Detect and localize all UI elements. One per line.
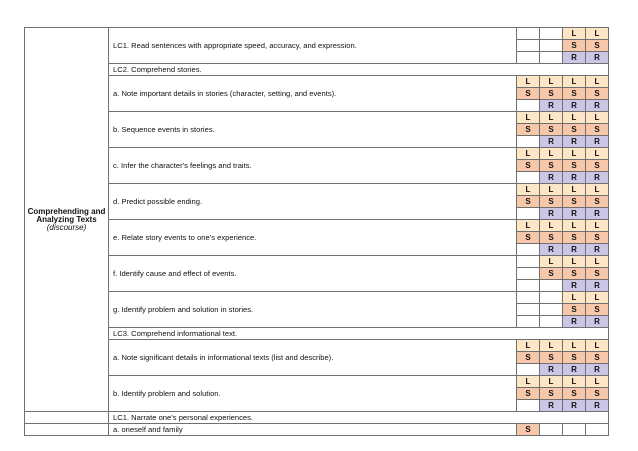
marker-l: L — [586, 28, 609, 40]
marker-empty — [517, 268, 540, 280]
marker-s: S — [540, 160, 563, 172]
marker-l: L — [517, 340, 540, 352]
marker-r: R — [586, 136, 609, 148]
marker-r: R — [563, 364, 586, 376]
marker-empty — [540, 292, 563, 304]
marker-r: R — [563, 316, 586, 328]
marker-l: L — [540, 376, 563, 388]
competency-row — [25, 28, 609, 40]
marker-r: R — [540, 172, 563, 184]
marker-empty — [540, 28, 563, 40]
marker-s: S — [586, 196, 609, 208]
marker-empty — [517, 244, 540, 256]
marker-r: R — [563, 52, 586, 64]
marker-r: R — [563, 100, 586, 112]
section-header-row — [25, 64, 609, 76]
competency-description: g. Identify problem and solution in stories. — [109, 292, 517, 328]
marker-r: R — [540, 244, 563, 256]
marker-empty — [517, 52, 540, 64]
marker-l: L — [563, 376, 586, 388]
competency-description: e. Relate story events to one’s experience. — [109, 220, 517, 256]
marker-empty — [517, 316, 540, 328]
marker-r: R — [563, 208, 586, 220]
marker-s: S — [517, 196, 540, 208]
marker-r: R — [586, 208, 609, 220]
marker-s: S — [563, 352, 586, 364]
competency-description: f. Identify cause and effect of events. — [109, 256, 517, 292]
competency-description: b. Identify problem and solution. — [109, 376, 517, 412]
marker-r: R — [586, 172, 609, 184]
marker-s: S — [586, 160, 609, 172]
marker-empty — [563, 424, 586, 436]
marker-l: L — [563, 76, 586, 88]
marker-r: R — [586, 400, 609, 412]
marker-empty — [517, 208, 540, 220]
marker-r: R — [586, 244, 609, 256]
marker-l: L — [586, 256, 609, 268]
topic-cell-empty — [25, 412, 109, 424]
marker-s: S — [517, 352, 540, 364]
marker-l: L — [586, 220, 609, 232]
marker-s: S — [517, 124, 540, 136]
marker-s: S — [517, 88, 540, 100]
marker-l: L — [517, 376, 540, 388]
marker-l: L — [517, 112, 540, 124]
marker-l: L — [517, 184, 540, 196]
marker-s: S — [586, 268, 609, 280]
marker-l: L — [540, 148, 563, 160]
marker-l: L — [563, 184, 586, 196]
marker-empty — [517, 364, 540, 376]
marker-empty — [517, 172, 540, 184]
marker-s: S — [540, 268, 563, 280]
marker-s: S — [586, 232, 609, 244]
section-header-row — [25, 328, 609, 340]
competency-description: a. Note important details in stories (character, setting, and events). — [109, 76, 517, 112]
section-header-row — [25, 412, 609, 424]
marker-l: L — [540, 112, 563, 124]
marker-s: S — [586, 40, 609, 52]
topic-subtitle: (discourse) — [46, 222, 87, 232]
marker-empty — [517, 400, 540, 412]
section-header: LC1. Narrate one’s personal experiences. — [109, 412, 609, 424]
marker-l: L — [540, 256, 563, 268]
marker-empty — [517, 304, 540, 316]
topic-cell-empty — [25, 424, 109, 436]
marker-r: R — [540, 364, 563, 376]
marker-r: R — [540, 136, 563, 148]
marker-r: R — [563, 244, 586, 256]
marker-l: L — [540, 184, 563, 196]
marker-s: S — [563, 232, 586, 244]
competency-row — [25, 112, 609, 124]
marker-r: R — [586, 280, 609, 292]
marker-empty — [517, 40, 540, 52]
competency-table — [24, 27, 609, 436]
marker-empty — [586, 424, 609, 436]
marker-l: L — [563, 148, 586, 160]
marker-l: L — [517, 148, 540, 160]
marker-s: S — [563, 304, 586, 316]
marker-empty — [517, 292, 540, 304]
marker-l: L — [540, 340, 563, 352]
marker-l: L — [586, 376, 609, 388]
marker-s: S — [563, 196, 586, 208]
marker-s: S — [586, 388, 609, 400]
topic-title: Comprehending and Analyzing Texts — [27, 206, 106, 224]
competency-row — [25, 184, 609, 196]
marker-l: L — [586, 340, 609, 352]
marker-l: L — [563, 28, 586, 40]
competency-description: d. Predict possible ending. — [109, 184, 517, 220]
marker-s: S — [563, 124, 586, 136]
marker-s: S — [540, 124, 563, 136]
marker-l: L — [563, 220, 586, 232]
marker-l: L — [563, 256, 586, 268]
marker-s: S — [586, 352, 609, 364]
competency-description: a. Note significant details in informational texts (list and describe). — [109, 340, 517, 376]
marker-empty — [540, 316, 563, 328]
marker-empty — [540, 424, 563, 436]
marker-empty — [540, 40, 563, 52]
marker-s: S — [517, 160, 540, 172]
marker-s: S — [586, 124, 609, 136]
marker-s: S — [517, 232, 540, 244]
marker-r: R — [563, 280, 586, 292]
marker-s: S — [563, 268, 586, 280]
marker-empty — [517, 136, 540, 148]
marker-s: S — [586, 304, 609, 316]
marker-r: R — [586, 52, 609, 64]
marker-l: L — [586, 112, 609, 124]
marker-r: R — [563, 136, 586, 148]
marker-r: R — [563, 172, 586, 184]
marker-l: L — [540, 220, 563, 232]
section-header: LC2. Comprehend stories. — [109, 64, 609, 76]
topic-cell — [25, 28, 109, 412]
competency-row — [25, 292, 609, 304]
competency-row — [25, 376, 609, 388]
marker-empty — [517, 256, 540, 268]
marker-s: S — [517, 388, 540, 400]
marker-s: S — [517, 424, 540, 436]
marker-r: R — [540, 400, 563, 412]
marker-s: S — [540, 88, 563, 100]
marker-l: L — [517, 76, 540, 88]
marker-s: S — [540, 232, 563, 244]
marker-empty — [540, 52, 563, 64]
marker-r: R — [563, 400, 586, 412]
marker-l: L — [563, 340, 586, 352]
marker-s: S — [540, 196, 563, 208]
competency-description: LC1. Read sentences with appropriate speed, accuracy, and expression. — [109, 28, 517, 64]
marker-l: L — [586, 292, 609, 304]
marker-s: S — [563, 40, 586, 52]
marker-empty — [517, 280, 540, 292]
marker-r: R — [540, 208, 563, 220]
marker-r: R — [586, 100, 609, 112]
marker-empty — [540, 280, 563, 292]
competency-row — [25, 76, 609, 88]
competency-row — [25, 424, 609, 436]
marker-s: S — [563, 88, 586, 100]
marker-s: S — [563, 160, 586, 172]
competency-description: c. Infer the character's feelings and traits. — [109, 148, 517, 184]
section-header: LC3. Comprehend informational text. — [109, 328, 609, 340]
competency-row — [25, 256, 609, 268]
marker-empty — [517, 28, 540, 40]
marker-s: S — [540, 388, 563, 400]
marker-l: L — [586, 148, 609, 160]
marker-l: L — [563, 112, 586, 124]
marker-r: R — [586, 364, 609, 376]
marker-empty — [540, 304, 563, 316]
marker-s: S — [586, 88, 609, 100]
marker-r: R — [586, 316, 609, 328]
competency-row — [25, 148, 609, 160]
marker-l: L — [563, 292, 586, 304]
marker-l: L — [586, 76, 609, 88]
marker-l: L — [540, 76, 563, 88]
marker-l: L — [586, 184, 609, 196]
competency-row — [25, 340, 609, 352]
competency-row — [25, 220, 609, 232]
marker-empty — [517, 100, 540, 112]
marker-s: S — [563, 388, 586, 400]
competency-description: a. oneself and family — [109, 424, 517, 436]
competency-description: b. Sequence events in stories. — [109, 112, 517, 148]
marker-l: L — [517, 220, 540, 232]
marker-r: R — [540, 100, 563, 112]
marker-s: S — [540, 352, 563, 364]
